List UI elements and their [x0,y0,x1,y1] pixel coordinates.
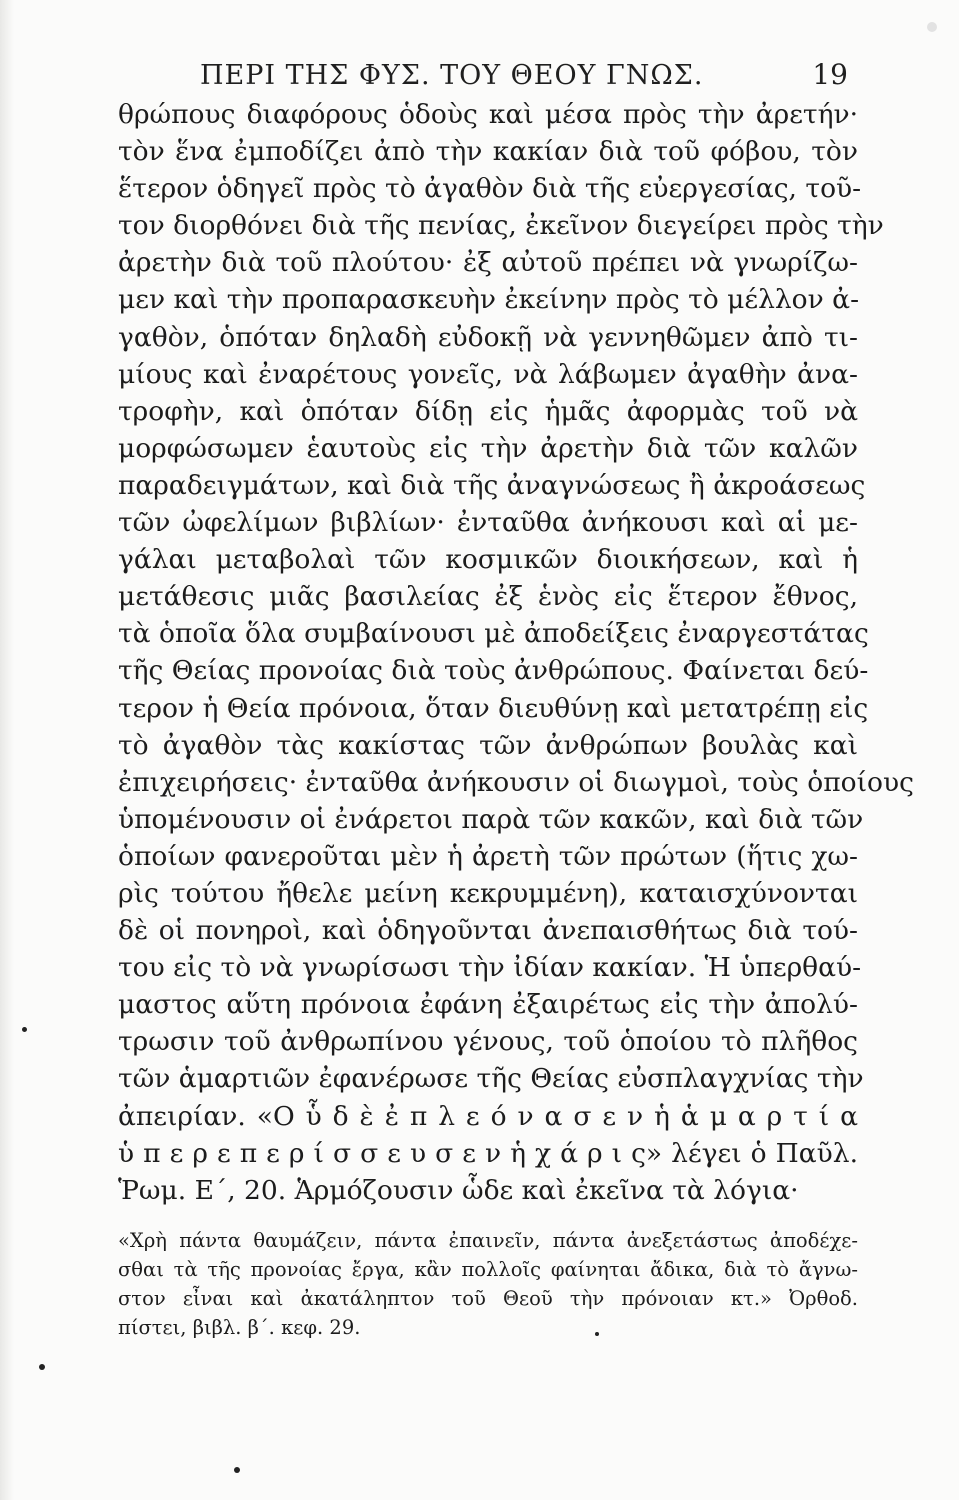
text-line: ἀρετὴν διὰ τοῦ πλούτου· ἐξ αὐτοῦ πρέπει νὰ γνωρίζω- [118,247,858,279]
page-number: 19 [812,58,848,91]
text-line: μαστος αὕτη πρόνοια ἐφάνη ἐξαιρέτως εἰς τὴν ἀπολύ- [118,989,858,1021]
text-line: τῆς Θείας προνοίας διὰ τοὺς ἀνθρώπους. Φαίνεται δεύ- [118,655,869,687]
ink-speck [39,1364,45,1370]
text-line: ὑπομένουσιν οἱ ἐνάρετοι παρὰ τῶν κακῶν, καὶ διὰ τῶν [118,803,864,835]
footnote [118,1226,858,1342]
ink-speck [927,22,937,32]
footnote-line: σθαι τὰ τῆς προνοίας ἔργα, κἂν πολλοῖς φαίνηται ἄδικα, διὰ τὸ ἄγνω- [118,1258,858,1281]
body-text [118,96,914,1209]
text-line: τῶν ἁμαρτιῶν ἐφανέρωσε τῆς Θείας εὐσπλαγχνίας τὴν [118,1063,864,1095]
text-line: παραδειγμάτων, καὶ διὰ τῆς ἀναγνώσεως ἢ ἀκροάσεως [118,469,866,501]
text-line: μίους καὶ ἐναρέτους γονεῖς, νὰ λάβωμεν ἀγαθὴν ἀνα- [118,358,858,390]
footnote-line: στον εἶναι καὶ ἀκατάληπτον τοῦ Θεοῦ τὴν πρόνοιαν κτ.» Ὀρθοδ. [118,1287,858,1310]
text-line: ὑ π ε ρ ε π ε ρ ί σ σ ε υ σ ε ν ἡ χ ά ρ ι ς» λέγει ὁ Παῦλ. [118,1137,858,1169]
text-line: τρωσιν τοῦ ἀνθρωπίνου γένους, τοῦ ὁποίου τὸ πλῆθος [118,1026,858,1058]
text-line: ρὶς τούτου ἤθελε μείνη κεκρυμμένη), καταισχύνονται [118,877,858,909]
text-line: τῶν ὠφελίμων βιβλίων· ἐνταῦθα ἀνήκουσι καὶ αἱ με- [118,507,858,539]
text-line: γάλαι μεταβολαὶ τῶν κοσμικῶν διοικήσεων, καὶ ἡ [118,544,858,576]
text-line: τροφὴν, καὶ ὁπόταν δίδῃ εἰς ἡμᾶς ἀφορμὰς τοῦ νὰ [118,395,858,427]
text-line: γαθὸν, ὁπόταν δηλαδὴ εὐδοκῇ νὰ γεννηθῶμεν ἀπὸ τι- [118,321,858,353]
text-line: θρώπους διαφόρους ὁδοὺς καὶ μέσα πρὸς τὴν ἀρετήν· [118,99,858,130]
ink-speck [22,1027,27,1032]
footnote-line: «Χρὴ πάντα θαυμάζειν, πάντα ἐπαινεῖν, πάντα ἀνεξετάστως ἀποδέχε- [118,1229,858,1252]
text-line: δὲ οἱ πονηροὶ, καὶ ὁδηγοῦνται ἀνεπαισθήτως διὰ τού- [118,915,858,947]
text-line: Ῥωμ. Ε΄, 20. Ἁρμόζουσιν ὧδε καὶ ἐκεῖνα τὰ λόγια· [118,1174,799,1206]
text-line: τὸ ἀγαθὸν τὰς κακίστας τῶν ἀνθρώπων βουλὰς καὶ [118,729,858,761]
text-line: τον διορθόνει διὰ τῆς πενίας, ἐκεῖνον διεγείρει πρὸς τὴν [118,210,884,242]
text-line: τερον ἡ Θεία πρόνοια, ὅταν διευθύνῃ καὶ μετατρέπῃ εἰς [118,692,869,724]
text-line: μεν καὶ τὴν προπαρασκευὴν ἐκείνην πρὸς τὸ μέλλον ἀ- [118,284,860,316]
page-edge-shadow [0,0,14,1500]
ink-speck [234,1467,240,1473]
footnote-line: πίστει, βιβλ. β΄. κεφ. 29. [118,1316,361,1339]
ink-speck [595,1332,599,1336]
running-head: ΠΕΡΙ ΤΗΣ ΦΥΣ. ΤΟΥ ΘΕΟΥ ΓΝΩΣ. [200,60,704,91]
text-line: ἐπιχειρήσεις· ἐνταῦθα ἀνήκουσιν οἱ διωγμοὶ, τοὺς ὁποίους [118,766,914,798]
text-line: ἕτερον ὁδηγεῖ πρὸς τὸ ἀγαθὸν διὰ τῆς εὐεργεσίας, τοῦ- [118,173,862,205]
text-line: του εἰς τὸ νὰ γνωρίσωσι τὴν ἰδίαν κακίαν. Ἡ ὑπερθαύ- [118,952,862,984]
text-line: ἀπειρίαν. «Ο ὗ δ ὲ ἐ π λ ε ό ν α σ ε ν ἡ ἁ μ α ρ τ ί α [118,1100,858,1132]
text-line: τὸν ἕνα ἐμποδίζει ἀπὸ τὴν κακίαν διὰ τοῦ φόβου, τὸν [118,136,858,168]
page-header [118,60,848,100]
text-line: μετάθεσις μιᾶς βασιλείας ἐξ ἑνὸς εἰς ἕτερον ἔθνος, [118,581,858,613]
text-line: τὰ ὁποῖα ὅλα συμβαίνουσι μὲ ἀποδείξεις ἐναργεστάτας [118,618,869,650]
text-line: ὁποίων φανεροῦται μὲν ἡ ἀρετὴ τῶν πρώτων (ἥτις χω- [118,840,858,872]
text-line: μορφώσωμεν ἑαυτοὺς εἰς τὴν ἀρετὴν διὰ τῶν καλῶν [118,432,858,464]
